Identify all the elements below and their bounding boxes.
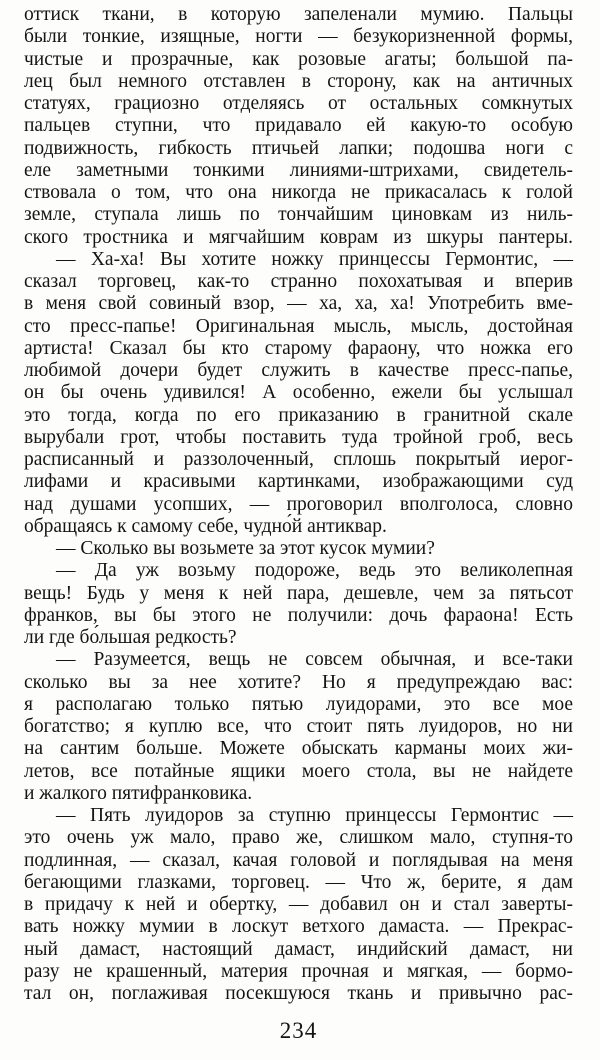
text-line: бегающими глазками, торговец. — Что ж, берите, я дам — [24, 871, 573, 893]
paragraph — [24, 805, 573, 1005]
text-line: подлинная, — сказал, качая головой и поглядывая на меня — [24, 849, 573, 871]
text-line: вать ножку мумии в лоскут ветхого дамаста. — Прекрас- — [24, 916, 573, 938]
paragraph — [24, 538, 573, 560]
text-line: он бы очень удивился! А особенно, ежели бы услышал — [24, 382, 573, 404]
text-line: сколько вы за нее хотите? Но я предупреждаю вас: — [24, 671, 573, 693]
text-line: ствовала о том, что она никогда не прикасалась к голой — [24, 182, 573, 203]
text-line: вырубали грот, чтобы поставить туда тройной гроб, весь — [24, 426, 573, 448]
text-line: — Сколько вы возьмете за этот кусок мумии? — [56, 538, 435, 559]
text-line: сказал торговец, как-то странно похохатывая и вперив — [24, 271, 573, 292]
text-line: тал он, поглаживая посекшуюся ткань и привычно рас- — [24, 983, 573, 1004]
text-line: в меня свой совиный взор, — ха, ха, ха! Употребить вме- — [24, 293, 573, 315]
text-line: — Разумеется, вещь не совсем обычная, и все-таки — [56, 649, 573, 671]
text-line: и жалкого пятифранковика. — [24, 782, 253, 804]
text-line: артиста! Сказал бы кто старому фараону, что ножка его — [24, 337, 573, 359]
page-number: 234 — [279, 1018, 318, 1043]
text-line: земле, ступала лишь по тончайшим циновкам из ниль- — [24, 204, 573, 226]
text-line: ли где бо́льшая редкость? — [24, 627, 237, 648]
text-line: богатство; я куплю все, что стоит пять луидоров, но ни — [24, 716, 573, 737]
text-line: летов, все потайные ящики моего стола, вы не найдете — [24, 760, 573, 782]
text-line: — Пять луидоров за ступню принцессы Гермонтис — — [56, 805, 573, 826]
text-line: разу не крашенный, материя прочная и мягкая, — бормо- — [24, 960, 573, 982]
text-line: любимой дочери будет служить в качестве пресс-папье, — [24, 360, 573, 381]
paragraph — [24, 249, 573, 538]
text-line: лифами и красивыми картинками, изображающими суд — [24, 471, 573, 493]
text-line: — Да уж возьму подороже, ведь это великолепная — [56, 560, 573, 582]
text-line: чистые и прозрачные, как розовые агаты; большой па- — [24, 48, 573, 70]
text-line: франков, вы бы этого не получили: дочь фараона! Есть — [24, 604, 573, 626]
text-line: еле заметными тонкими линиями-штрихами, свидетель- — [24, 159, 573, 181]
text-line: в придачу к ней и обертку, — добавил он и стал заверты- — [24, 894, 573, 915]
text-line: были тонкие, изящные, ногти — безукоризненной формы, — [24, 26, 573, 48]
text-line: статуях, грациозно отделяясь от остальных сомкнутых — [24, 93, 573, 114]
paragraph — [24, 4, 573, 249]
text-line: оттиск ткани, в которую запеленали мумию. Пальцы — [24, 4, 573, 25]
text-line: это очень уж мало, право же, слишком мало, ступня-то — [24, 827, 573, 849]
text-line: ского тростника и мягчайшим коврам из шкуры пантеры. — [24, 226, 573, 248]
text-line: ный дамаст, настоящий дамаст, индийский дамаст, ни — [24, 938, 573, 960]
text-block — [24, 4, 573, 1005]
text-line: расписанный и раззолоченный, сплошь покрытый иерог- — [24, 449, 573, 470]
text-line: я располагаю только пятью луидорами, это все мое — [24, 693, 573, 715]
paragraph — [24, 560, 573, 649]
text-line: пальцев ступни, что придавало ей какую-то особую — [24, 115, 573, 137]
text-line: вещь! Будь у меня к ней пара, дешевле, чем за пятьсот — [24, 582, 573, 604]
paragraph — [24, 649, 573, 805]
text-line: на сантим больше. Можете обыскать карманы моих жи- — [24, 738, 573, 760]
text-line: это тогда, когда по его приказанию в гранитной скале — [24, 404, 573, 426]
text-line: обращаясь к самому себе, чудно́й антиквар. — [24, 515, 387, 537]
text-line: над душами усопших, — проговорил вполголоса, словно — [24, 493, 573, 515]
text-line: подвижность, гибкость птичьей лапки; подошва ноги с — [24, 137, 573, 159]
text-line: лец был немного отставлен в сторону, как на античных — [24, 70, 573, 92]
text-line: сто пресс-папье! Оригинальная мысль, мысль, достойная — [24, 315, 573, 337]
text-line: — Ха-ха! Вы хотите ножку принцессы Гермонтис, — — [56, 248, 573, 270]
